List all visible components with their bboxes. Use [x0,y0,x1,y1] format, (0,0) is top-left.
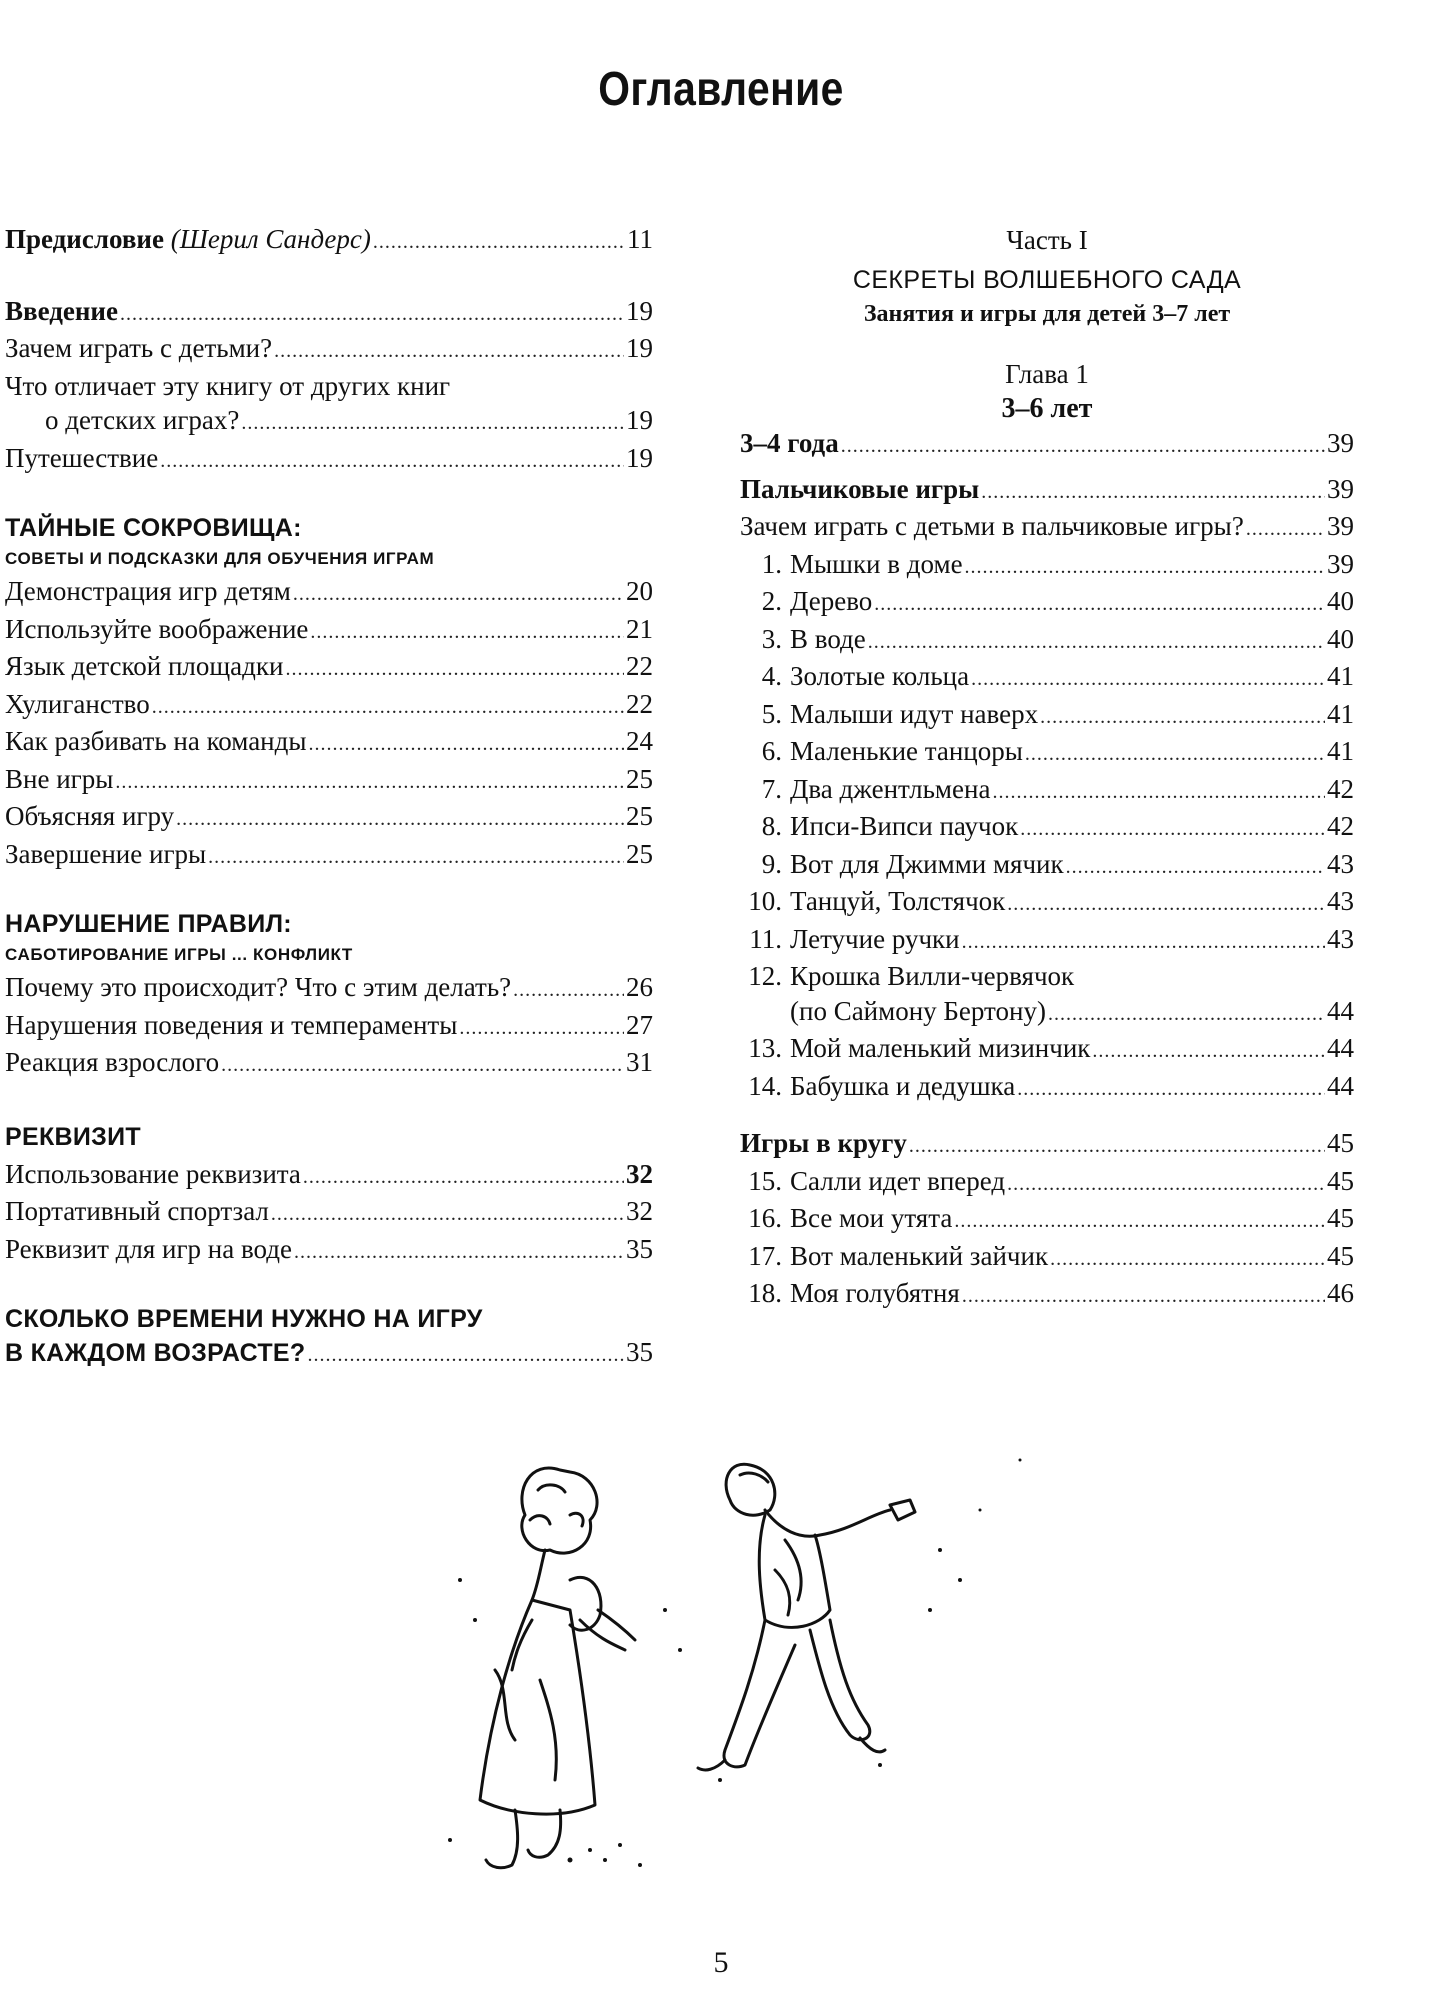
toc-entry: Язык детской площадки ..... 22 [5,649,653,687]
toc-entry-numbered: 4. Золотые кольца ..... 41 [740,659,1354,697]
toc-entry: Зачем играть с детьми в пальчиковые игры? ..... 39 [740,509,1354,547]
toc-entry: Почему это происходит? Что с этим делать? ..... 26 [5,970,653,1008]
boy-figure [698,1464,915,1770]
page-number: 5 [713,1946,729,1979]
toc-entry: В КАЖДОМ ВОЗРАСТЕ? ..... 35 [5,1335,653,1373]
part-subtitle: Занятия и игры для детей 3–7 лет [863,301,1231,327]
toc-entry-numbered: 11. Летучие ручки ..... 43 [740,922,1354,960]
part-header [740,222,1354,426]
toc-entry-numbered: 5. Малыши идут наверх ..... 41 [740,697,1354,735]
toc-entry: Объясняя игру ..... 25 [5,799,653,837]
toc-entry-intro: Введение ..... 19 [5,294,653,332]
toc-entry-numbered: 3. В воде ..... 40 [740,622,1354,660]
section-subheading: СОВЕТЫ И ПОДСКАЗКИ ДЛЯ ОБУЧЕНИЯ ИГРАМ [5,549,435,568]
ground-dots [448,1459,1022,1868]
toc-entry-numbered: 14. Бабушка и дедушка ..... 44 [740,1069,1354,1107]
circle-games-list [740,1164,1354,1314]
section-items [5,970,653,1083]
toc-entry-numbered-cont: (по Саймону Бертону) ..... 44 [740,994,1354,1032]
toc-entry: Вне игры ..... 25 [5,762,653,800]
toc-entry-finger-games: Пальчиковые игры ..... 39 [740,472,1354,510]
toc-entry-numbered: 1. Мышки в доме ..... 39 [740,547,1354,585]
children-playing-illustration [420,1420,1060,1890]
toc-entry-numbered: 12. Крошка Вилли-червячок [748,961,1075,991]
toc-entry-numbered: 2. Дерево ..... 40 [740,584,1354,622]
section-subheading: САБОТИРОВАНИЕ ИГРЫ ... КОНФЛИКТ [5,945,353,964]
toc-entry: Завершение игры ..... 25 [5,837,653,875]
toc-entry-numbered: 17. Вот маленький зайчик ..... 45 [740,1239,1354,1277]
toc-entry-numbered: 16. Все мои утята ..... 45 [740,1201,1354,1239]
girl-figure [480,1468,635,1868]
chapter-title: 3–6 лет [1001,393,1093,424]
section-heading: ТАЙНЫЕ СОКРОВИЩА: [5,514,302,542]
toc-entry-preface: Предисловие (Шерил Сандерс) ..... 11 [5,222,653,260]
toc-entry: Использование реквизита ..... 32 [5,1157,653,1195]
toc-entry: Реакция взрослого ..... 31 [5,1045,653,1083]
toc-left-column [5,222,653,1373]
toc-entry: Реквизит для игр на воде ..... 35 [5,1232,653,1270]
toc-entry: Используйте воображение ..... 21 [5,612,653,650]
chapter-label: Глава 1 [1005,359,1089,389]
toc-entry-numbered: 15. Салли идет вперед ..... 45 [740,1164,1354,1202]
toc-entry-numbered: 9. Вот для Джимми мячик ..... 43 [740,847,1354,885]
toc-right-column [740,222,1354,1314]
toc-entry: Портативный спортзал ..... 32 [5,1194,653,1232]
toc-entry-numbered: 13. Мой маленький мизинчик ..... 44 [740,1031,1354,1069]
toc-entry: Хулиганство ..... 22 [5,687,653,725]
part-title: СЕКРЕТЫ ВОЛШЕБНОГО САДА [852,266,1242,294]
finger-games-list [740,547,1354,960]
toc-entry-numbered: 7. Два джентльмена ..... 42 [740,772,1354,810]
toc-entry-numbered: 8. Ипси-Випси паучок ..... 42 [740,809,1354,847]
finger-games-list [740,1031,1354,1106]
section-items [5,1157,653,1270]
toc-entry-numbered: 6. Маленькие танцоры ..... 41 [740,734,1354,772]
toc-entry: Демонстрация игр детям ..... 20 [5,574,653,612]
toc-entry-numbered: 18. Моя голубятня ..... 46 [740,1276,1354,1314]
toc-entry: Нарушения поведения и темпераменты ..... 27 [5,1008,653,1046]
page-title: Оглавление [598,63,844,116]
section-heading: НАРУШЕНИЕ ПРАВИЛ: [5,910,292,938]
toc-entry-circle-games: Игры в кругу ..... 45 [740,1126,1354,1164]
toc-entry: о детских играх? ..... 19 [5,403,653,441]
section-items [5,574,653,874]
toc-entry-line: Что отличает эту книгу от других книг [5,370,451,401]
toc-entry: Путешествие ..... 19 [5,441,653,479]
toc-entry-age: 3–4 года ..... 39 [740,426,1354,464]
toc-entry: Зачем играть с детьми? ..... 19 [5,331,653,369]
part-label: Часть I [1006,225,1088,255]
toc-entry: Как разбивать на команды ..... 24 [5,724,653,762]
section-heading: РЕКВИЗИТ [5,1122,141,1151]
section-heading: СКОЛЬКО ВРЕМЕНИ НУЖНО НА ИГРУ [5,1305,483,1333]
toc-entry-numbered: 10. Танцуй, Толстячок ..... 43 [740,884,1354,922]
